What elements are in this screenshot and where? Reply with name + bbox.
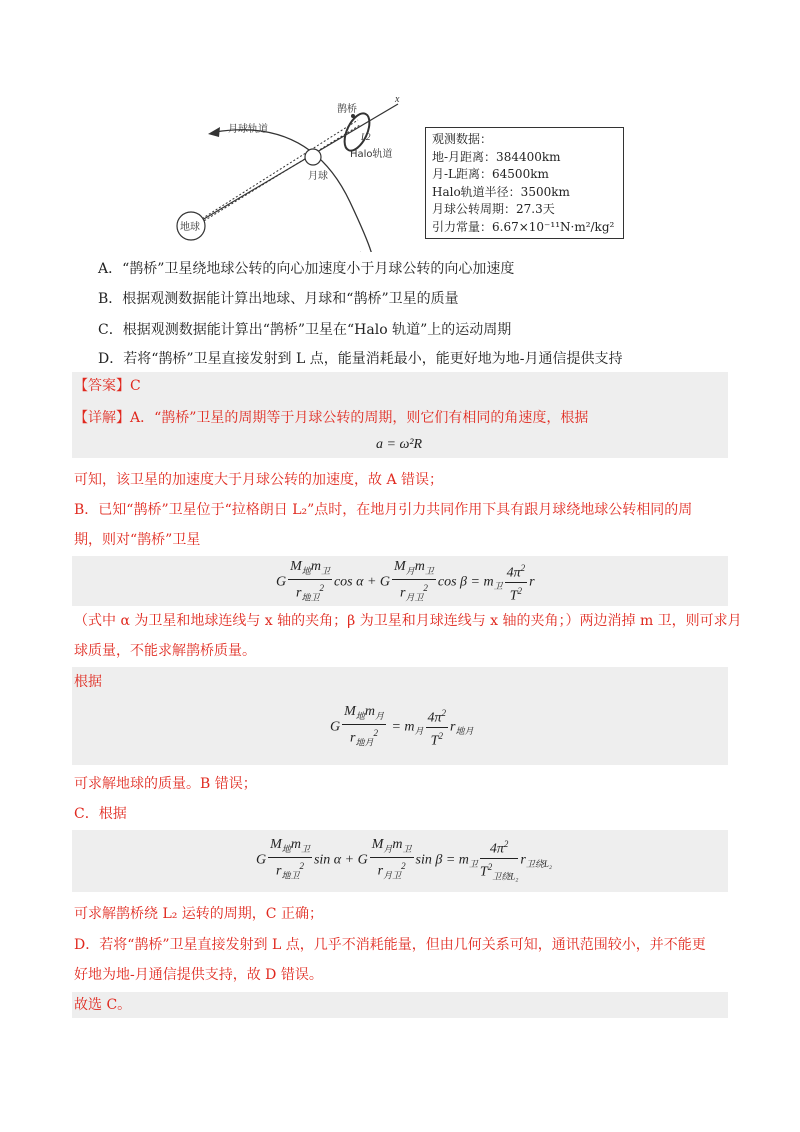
- answer-label: 【答案】: [74, 378, 130, 394]
- note-2: 球质量，不能求解鹊桥质量。: [74, 643, 256, 659]
- option-c: C．根据观测数据能计算出“鹊桥”卫星在“Halo 轨道”上的运动周期: [98, 322, 512, 338]
- option-b: B．根据观测数据能计算出地球、月球和“鹊桥”卫星的质量: [98, 291, 459, 307]
- halo-label: Halo轨道: [350, 149, 393, 160]
- answer-line: [74, 376, 141, 396]
- orbit-diagram: [170, 92, 420, 252]
- explanation-a: [74, 408, 588, 428]
- earth-label: 地球: [180, 222, 200, 233]
- a-conclusion: 可知，该卫星的加速度大于月球公转的加速度，故 A 错误；: [74, 472, 444, 488]
- x-axis-label: x: [395, 94, 400, 105]
- b-text-1: B．已知“鹊桥”卫星位于“拉格朗日 L₂”点时，在地月引力共同作用下具有跟月球绕地球公转相同的周: [74, 502, 693, 518]
- l2-label: L2: [361, 132, 371, 142]
- equation-1: a = ω²R: [376, 437, 423, 452]
- queqiao-label: 鹊桥: [337, 104, 357, 115]
- equation-3: G $\frac{M_地m_月}{r_{地月}^2}$ = $m_月$ $\frac{4\pi^2}{T^2}$ $r_{地月}$: [330, 704, 474, 749]
- c-conclusion: 可求解鹊桥绕 L₂ 运转的周期，C 正确；: [74, 906, 323, 922]
- moon: [305, 149, 321, 165]
- equation-4: G $\frac{M_地m_卫}{r_{地卫}^2}$ sin α + G $\frac{M_月m_卫}{r_{月卫}^2}$ $\sin \beta = m_卫$ $\frac{4\pi^2}{T^2_{卫绕L_2}}$ $r_{卫绕L_2}$: [256, 836, 552, 882]
- moon-orbit-label: 月球轨道: [228, 124, 268, 135]
- final-answer: 故选 C。: [74, 997, 132, 1013]
- note-1: （式中 α 为卫星和地球连线与 x 轴的夹角；β 为卫星和月球连线与 x 轴的夹角；）两边消掉 m 卫，则可求月: [74, 613, 742, 629]
- basis-text: 根据: [74, 674, 102, 690]
- explanation-label: 【详解】: [74, 410, 130, 426]
- observation-row: 月-L距离：64500km: [432, 167, 549, 181]
- moon-orbit-arrow: [208, 127, 220, 137]
- moon-label: 月球: [308, 171, 328, 182]
- observation-row: 地-月距离：384400km: [432, 149, 561, 164]
- observation-title: 观测数据：: [432, 132, 493, 146]
- explanation-a-text: A．“鹊桥”卫星的周期等于月球公转的周期，则它们有相同的角速度，根据: [130, 410, 589, 426]
- final-band: [72, 992, 728, 1018]
- d-text-2: 好地为地-月通信提供支持，故 D 错误。: [74, 967, 323, 983]
- option-d: D．若将“鹊桥”卫星直接发射到 L 点，能量消耗最小，能更好地为地-月通信提供支持: [98, 351, 623, 367]
- b-text-2: 期，则对“鹊桥”卫星: [74, 532, 201, 548]
- equation-2: G $\frac{M_地m_卫}{r_{地卫}^2}$ cos α + G $\frac{M_月m_卫}{r_{月卫}^2}$ $\cos \beta = m_卫$ $\frac{4\pi^2}{T^2}$ r: [276, 559, 535, 604]
- answer-value: C: [130, 378, 141, 394]
- observation-row: 月球公转周期：27.3天: [432, 202, 555, 216]
- observation-row: Halo轨道半径：3500km: [432, 184, 570, 199]
- option-a: A．“鹊桥”卫星绕地球公转的向心加速度小于月球公转的向心加速度: [98, 261, 515, 277]
- observation-data-box: [425, 127, 624, 239]
- x-axis: [192, 104, 398, 226]
- observation-row: 引力常量：6.67×10⁻¹¹N·m²/kg²: [432, 219, 615, 234]
- b-conclusion: 可求解地球的质量。B 错误；: [74, 776, 257, 792]
- d-text-1: D．若将“鹊桥”卫星直接发射到 L 点，几乎不消耗能量，但由几何关系可知，通讯范围较小，并不能更: [74, 937, 706, 953]
- c-text: C．根据: [74, 806, 127, 822]
